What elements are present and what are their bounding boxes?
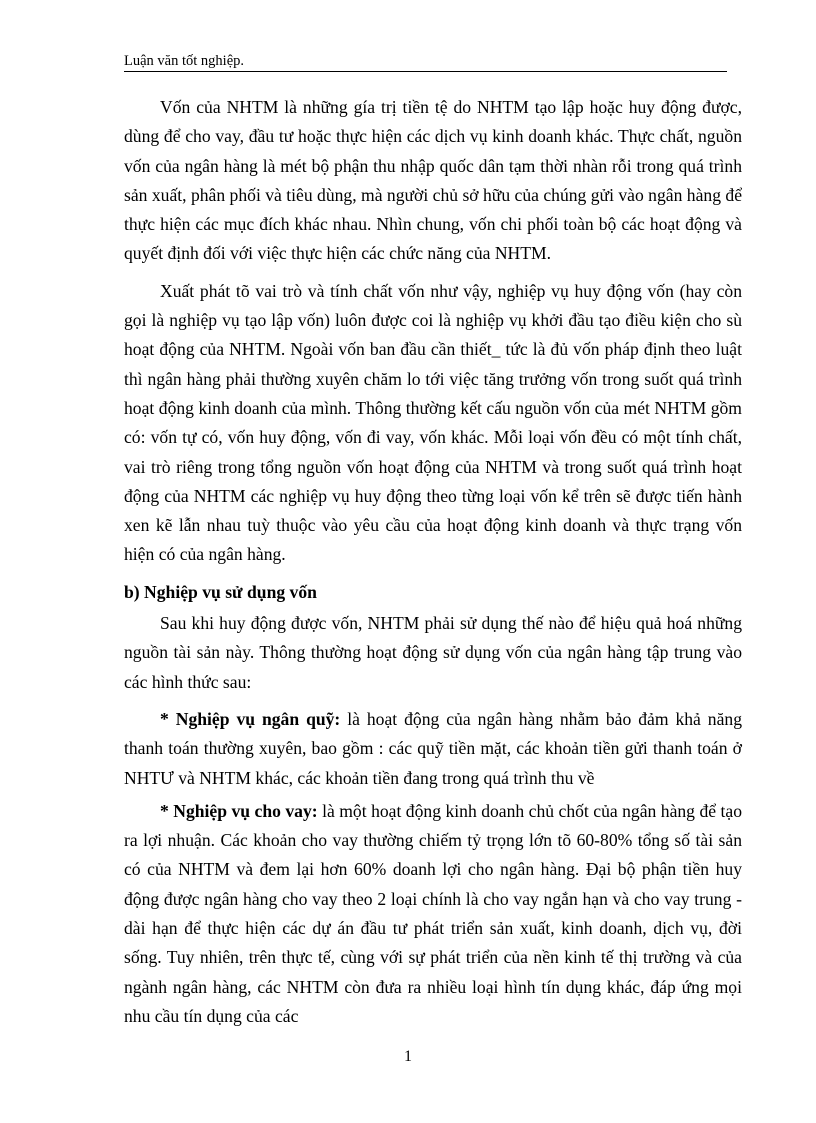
paragraph-capital-usage-intro: Sau khi huy động được vốn, NHTM phải sử dụng thế nào để hiệu quả hoá những nguồn tài sản này. Thông thường hoạt động sử dụng vốn của ngân hàng tập trung vào các hình thức sau:	[124, 613, 742, 692]
page-header: Luận văn tốt nghiệp.	[124, 52, 727, 72]
document-body	[124, 93, 742, 1039]
treasury-text: là hoạt động của ngân hàng nhằm bảo đảm khả năng thanh toán thường xuyên, bao gồm : các quỹ tiền mặt, các khoản tiền gửi thanh toán ở NHTƯ và NHTM khác, các khoản tiền đang trong quá trình thu về	[124, 708, 742, 788]
treasury-label: * Nghiệp vụ ngân quỹ:	[160, 708, 341, 729]
lending-label: * Nghiệp vụ cho vay:	[160, 800, 318, 821]
paragraph-capital-mobilization: Xuất phát tõ vai trò và tính chất vốn như vậy, nghiệp vụ huy động vốn (hay còn gọi là nghiệp vụ tạo lập vốn) luôn được coi là nghiệp vụ khởi đầu tạo điều kiện cho sù hoạt động của NHTM. Ngoài vốn ban đầu cần thiết_ tức là đủ vốn pháp định theo luật thì ngân hàng phải thường xuyên chăm lo tới việc tăng trưởng vốn trong suốt quá trình hoạt động kinh doanh của mình. Thông thường kết cấu nguồn vốn của mét NHTM gồm có: vốn tự có, vốn huy động, vốn đi vay, vốn khác. Mỗi loại vốn đều có một tính chất, vai trò riêng trong tổng nguồn vốn hoạt động của NHTM và trong suốt quá trình hoạt động của NHTM các nghiệp vụ huy động theo từng loại vốn kể trên sẽ được tiến hành xen kẽ lẫn nhau tuỳ thuộc vào yêu cầu của hoạt động kinh doanh và thực trạng vốn hiện có của ngân hàng.	[124, 280, 742, 565]
paragraph-capital-definition: Vốn của NHTM là những gía trị tiền tệ do NHTM tạo lập hoặc huy động được, dùng để cho vay, đầu tư hoặc thực hiện các dịch vụ kinh doanh khác. Thực chất, nguồn vốn của ngân hàng là mét bộ phận thu nhập quốc dân tạm thời nhàn rỗi trong quá trình sản xuất, phân phối và tiêu dùng, mà người chủ sở hữu của chúng gửi vào ngân hàng để thực hiện các mục đích khác nhau. Nhìn chung, vốn chi phối toàn bộ các hoạt động và quyết định đối với việc thực hiện các chức năng của NHTM.	[124, 97, 742, 264]
paragraph-treasury	[124, 705, 742, 793]
page-number: 1	[404, 1048, 412, 1065]
lending-text: là một hoạt động kinh doanh chủ chốt của ngân hàng để tạo ra lợi nhuận. Các khoản cho vay thường chiếm tỷ trọng lớn tõ 60-80% tổng số tài sản có của NHTM và đem lại hơn 60% doanh lợi cho ngân hàng. Đại bộ phận tiền huy động được ngân hàng cho vay theo 2 loại chính là cho vay ngắn hạn và cho vay trung - dài hạn để thực hiện các dự án đầu tư phát triển sản xuất, kinh doanh, dịch vụ, đời sống. Tuy nhiên, trên thực tế, cùng với sự phát triển của nền kinh tế thị trường và của ngành ngân hàng, các NHTM còn đưa ra nhiều loại hình tín dụng khác, đáp ứng mọi nhu cầu tín dụng của các	[124, 800, 742, 1026]
section-heading-capital-usage: b) Nghiệp vụ sử dụng vốn	[124, 581, 317, 602]
paragraph-lending	[124, 797, 742, 1031]
